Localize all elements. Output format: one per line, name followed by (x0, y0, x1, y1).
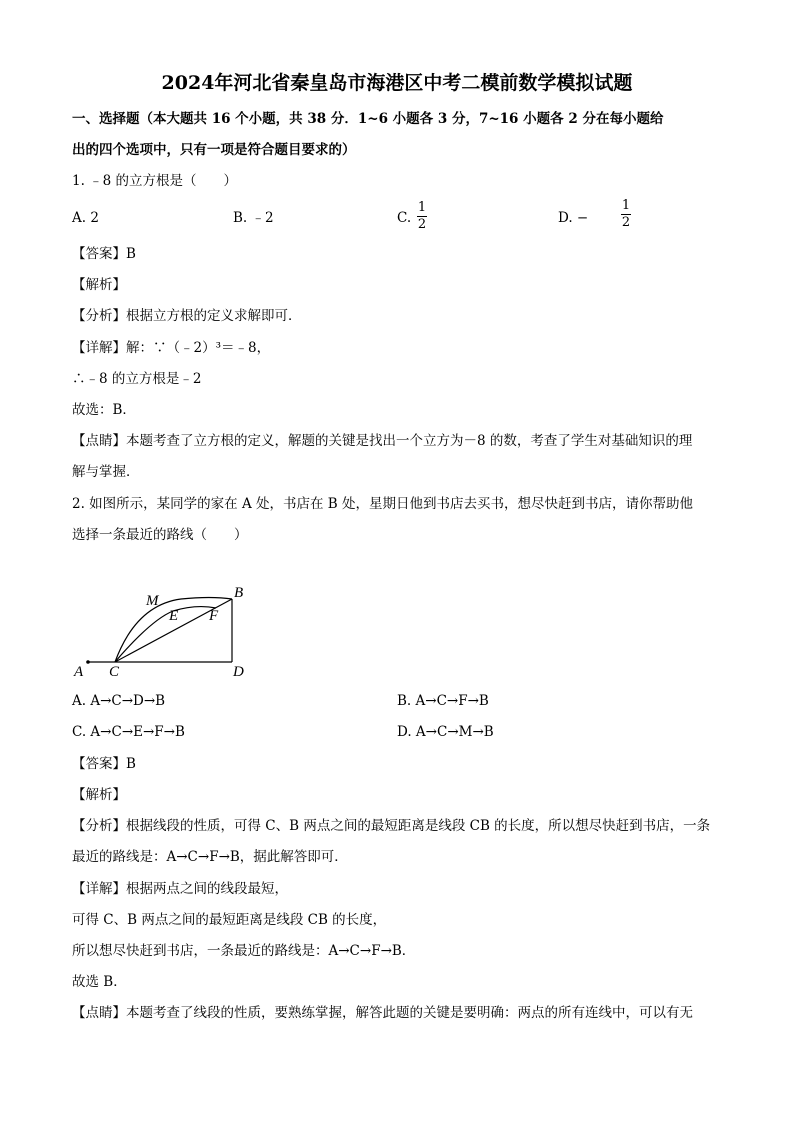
label-b: B (234, 585, 244, 601)
page-title: 2024年河北省秦皇岛市海港区中考二模前数学模拟试题 (161, 72, 633, 94)
fraction-numerator: 1 (417, 200, 427, 215)
section-heading-line1: 一、选择题（本大题共 16 个小题，共 38 分．1~6 小题各 3 分，7~16 小题各 2 分在每小题给 (72, 111, 664, 127)
q1-choose: 故选：B． (72, 402, 136, 418)
q1-option-a: A. 2 (72, 210, 99, 226)
q1-stem: 1. ﹣8 的立方根是（ ） (72, 173, 238, 189)
q2-stem-2: 选择一条最近的路线（ ） (72, 527, 248, 543)
q2-option-d: D. A→C→M→B (397, 724, 494, 740)
arc-c-e (115, 611, 173, 662)
q1-option-b: B. ﹣2 (233, 210, 274, 226)
route-diagram (66, 575, 266, 687)
q1-option-c-fraction (417, 201, 427, 232)
q2-analysis-1: 【分析】根据线段的性质，可得 C、B 两点之间的最短距离是线段 CB 的长度，所以想尽快赶到书店，一条 (72, 818, 711, 834)
label-a: A (74, 664, 84, 680)
q1-analysis: 【分析】根据立方根的定义求解即可． (72, 308, 302, 324)
q2-option-b: B. A→C→F→B (397, 693, 489, 709)
label-f: F (209, 608, 219, 624)
q2-analysis-2: 最近的路线是：A→C→F→B，据此解答即可． (72, 849, 348, 865)
q1-comment-2: 解与掌握． (72, 464, 140, 480)
q2-option-a: A. A→C→D→B (72, 693, 166, 709)
fraction-numerator: 1 (621, 198, 631, 213)
q2-jiexi: 【解析】 (72, 787, 126, 803)
q1-jiexi: 【解析】 (72, 277, 126, 293)
point-a (86, 660, 90, 664)
q2-detail-2: 可得 C、B 两点之间的最短距离是线段 CB 的长度， (72, 912, 387, 928)
q1-comment-1: 【点睛】本题考查了立方根的定义，解题的关键是找出一个立方为－8 的数，考查了学生对基础知识的理 (72, 433, 693, 449)
q2-comment-1: 【点睛】本题考查了线段的性质，要熟练掌握，解答此题的关键是要明确：两点的所有连线中，可以有无 (72, 1005, 693, 1021)
q2-option-c: C. A→C→E→F→B (72, 724, 185, 740)
fraction-denominator: 2 (621, 215, 631, 230)
q2-choose: 故选 B． (72, 974, 127, 990)
q1-option-c-label: C. (397, 210, 412, 226)
q1-detail-1: 【详解】解：∵（﹣2）³＝﹣8， (72, 340, 271, 356)
label-m: M (146, 593, 159, 609)
q1-answer: 【答案】B (72, 246, 136, 262)
q2-answer: 【答案】B (72, 756, 136, 772)
label-e: E (169, 608, 179, 624)
q1-option-d-fraction (621, 199, 631, 230)
q1-option-d-label: D. − (558, 210, 589, 226)
section-heading-line2: 出的四个选项中，只有一项是符合题目要求的） (72, 142, 356, 158)
fraction-denominator: 2 (417, 217, 427, 232)
q2-detail-1: 【详解】根据两点之间的线段最短， (72, 881, 288, 897)
label-d: D (233, 664, 244, 680)
q2-detail-3: 所以想尽快赶到书店，一条最近的路线是：A→C→F→B． (72, 943, 416, 959)
q1-detail-2: ∴﹣8 的立方根是﹣2 (72, 371, 202, 387)
label-c: C (109, 664, 120, 680)
q2-stem-1: 2. 如图所示，某同学的家在 A 处，书店在 B 处，星期日他到书店去买书，想尽快赶到书店，请你帮助他 (72, 496, 694, 512)
